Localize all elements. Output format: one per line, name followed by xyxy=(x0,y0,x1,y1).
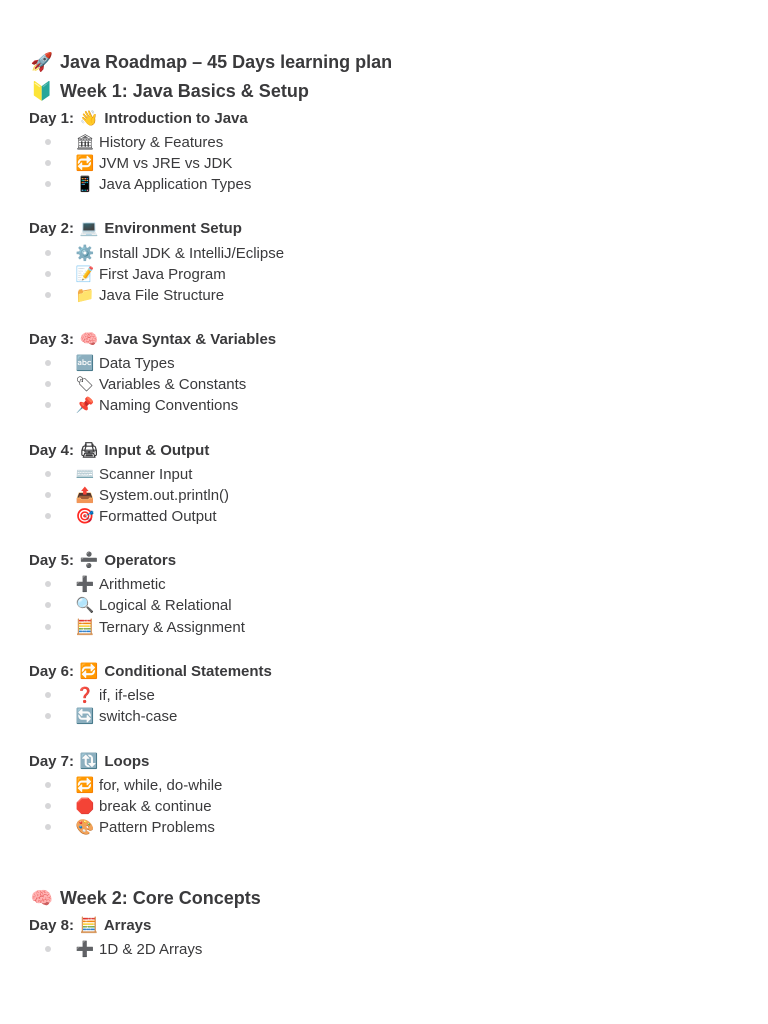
list-item-text: switch-case xyxy=(99,708,178,725)
bullet-icon xyxy=(45,360,51,366)
palette-icon: 🎨 xyxy=(75,819,95,836)
clockwise-arrows-icon: 🔃 xyxy=(79,753,99,770)
day-heading xyxy=(29,552,176,570)
bullet-icon xyxy=(45,624,51,630)
day-label: Day 8: xyxy=(29,917,75,934)
list-item-text: History & Features xyxy=(99,134,224,151)
bullet-icon xyxy=(45,713,51,719)
page-title xyxy=(29,51,392,73)
day-title: Input & Output xyxy=(104,442,210,459)
week-title: Week 1: Java Basics & Setup xyxy=(60,81,309,101)
bullet-icon xyxy=(45,139,51,145)
day-title: Environment Setup xyxy=(104,220,242,237)
day-title: Java Syntax & Variables xyxy=(104,331,277,348)
stop-sign-icon: 🛑 xyxy=(75,798,95,815)
day-label: Day 7: xyxy=(29,753,75,770)
bullet-icon xyxy=(45,946,51,952)
refresh-icon: 🔄 xyxy=(75,708,95,725)
day-label: Day 4: xyxy=(29,442,75,459)
bullet-icon xyxy=(45,471,51,477)
bullet-icon xyxy=(45,181,51,187)
day-title: Conditional Statements xyxy=(104,663,272,680)
day-heading xyxy=(29,663,272,681)
list-item-text: Scanner Input xyxy=(99,466,193,483)
day-heading xyxy=(29,110,248,128)
brain-icon: 🧠 xyxy=(79,331,99,348)
list-item-text: Java File Structure xyxy=(99,287,225,304)
bullet-icon xyxy=(45,492,51,498)
day-title: Introduction to Java xyxy=(104,110,248,127)
list-item-text: 1D & 2D Arrays xyxy=(99,941,203,958)
bullet-icon xyxy=(45,824,51,830)
list-item-text: System.out.println() xyxy=(99,487,230,504)
classical-building-icon: 🏛 xyxy=(75,134,95,151)
bullet-icon xyxy=(45,513,51,519)
outbox-tray-icon: 📤 xyxy=(75,487,95,504)
bullet-icon xyxy=(45,402,51,408)
day-label: Day 3: xyxy=(29,331,75,348)
beginner-icon: 🔰 xyxy=(30,81,54,101)
list-item-text: Arithmetic xyxy=(99,576,166,593)
laptop-icon: 💻 xyxy=(79,220,99,237)
abc-icon: 🔤 xyxy=(75,355,95,372)
day-label: Day 1: xyxy=(29,110,75,127)
day-label: Day 6: xyxy=(29,663,75,680)
list-item-text: Naming Conventions xyxy=(99,397,239,414)
abacus-icon: 🧮 xyxy=(79,917,99,934)
list-item-text: Logical & Relational xyxy=(99,597,232,614)
week-heading xyxy=(29,887,261,909)
bullet-icon xyxy=(45,250,51,256)
rocket-icon: 🚀 xyxy=(30,52,54,72)
list-item-text: Formatted Output xyxy=(99,508,217,525)
brain-icon: 🧠 xyxy=(30,888,54,908)
folder-icon: 📁 xyxy=(75,287,95,304)
list-item-text: Variables & Constants xyxy=(99,376,247,393)
week-title: Week 2: Core Concepts xyxy=(60,888,261,908)
day-heading xyxy=(29,442,209,460)
day-heading xyxy=(29,331,276,349)
pushpin-icon: 📌 xyxy=(75,397,95,414)
day-title: Arrays xyxy=(103,917,152,934)
bullet-icon xyxy=(45,782,51,788)
bullet-icon xyxy=(45,381,51,387)
divide-icon: ➗ xyxy=(79,552,99,569)
repeat-icon: 🔁 xyxy=(75,155,95,172)
list-item-text: break & continue xyxy=(99,798,212,815)
keyboard-icon: ⌨️ xyxy=(75,466,95,483)
day-title: Operators xyxy=(104,552,177,569)
list-item-text: Pattern Problems xyxy=(99,819,215,836)
bullet-icon xyxy=(45,581,51,587)
list-item-text: Data Types xyxy=(99,355,175,372)
mobile-phone-icon: 📱 xyxy=(75,176,95,193)
bullet-icon xyxy=(45,292,51,298)
page-title-text: Java Roadmap – 45 Days learning plan xyxy=(60,52,393,72)
bullet-icon xyxy=(45,692,51,698)
list-item-text: Install JDK & IntelliJ/Eclipse xyxy=(99,245,285,262)
day-label: Day 2: xyxy=(29,220,75,237)
bullet-icon xyxy=(45,602,51,608)
target-icon: 🎯 xyxy=(75,508,95,525)
day-label: Day 5: xyxy=(29,552,75,569)
list-item-text: Ternary & Assignment xyxy=(99,619,245,636)
wave-icon: 👋 xyxy=(79,110,99,127)
day-heading xyxy=(29,753,149,771)
day-title: Loops xyxy=(104,753,150,770)
gear-icon: ⚙️ xyxy=(75,245,95,262)
abacus-icon: 🧮 xyxy=(75,619,95,636)
bullet-icon xyxy=(45,271,51,277)
printer-icon: 🖨 xyxy=(79,442,99,459)
question-mark-icon: ❓ xyxy=(75,687,95,704)
day-heading xyxy=(29,220,242,238)
label-tag-icon: 🏷 xyxy=(75,376,95,393)
repeat-icon: 🔁 xyxy=(79,663,99,680)
list-item-text: JVM vs JRE vs JDK xyxy=(99,155,233,172)
list-item-text: First Java Program xyxy=(99,266,226,283)
week-heading xyxy=(29,80,309,102)
list-item-text: Java Application Types xyxy=(99,176,252,193)
plus-icon: ➕ xyxy=(75,576,95,593)
memo-icon: 📝 xyxy=(75,266,95,283)
magnifying-glass-icon: 🔍 xyxy=(75,597,95,614)
plus-icon: ➕ xyxy=(75,941,95,958)
bullet-icon xyxy=(45,803,51,809)
bullet-icon xyxy=(45,160,51,166)
day-heading xyxy=(29,917,151,935)
list-item-text: for, while, do-while xyxy=(99,777,223,794)
list-item-text: if, if-else xyxy=(99,687,155,704)
repeat-icon: 🔁 xyxy=(75,777,95,794)
